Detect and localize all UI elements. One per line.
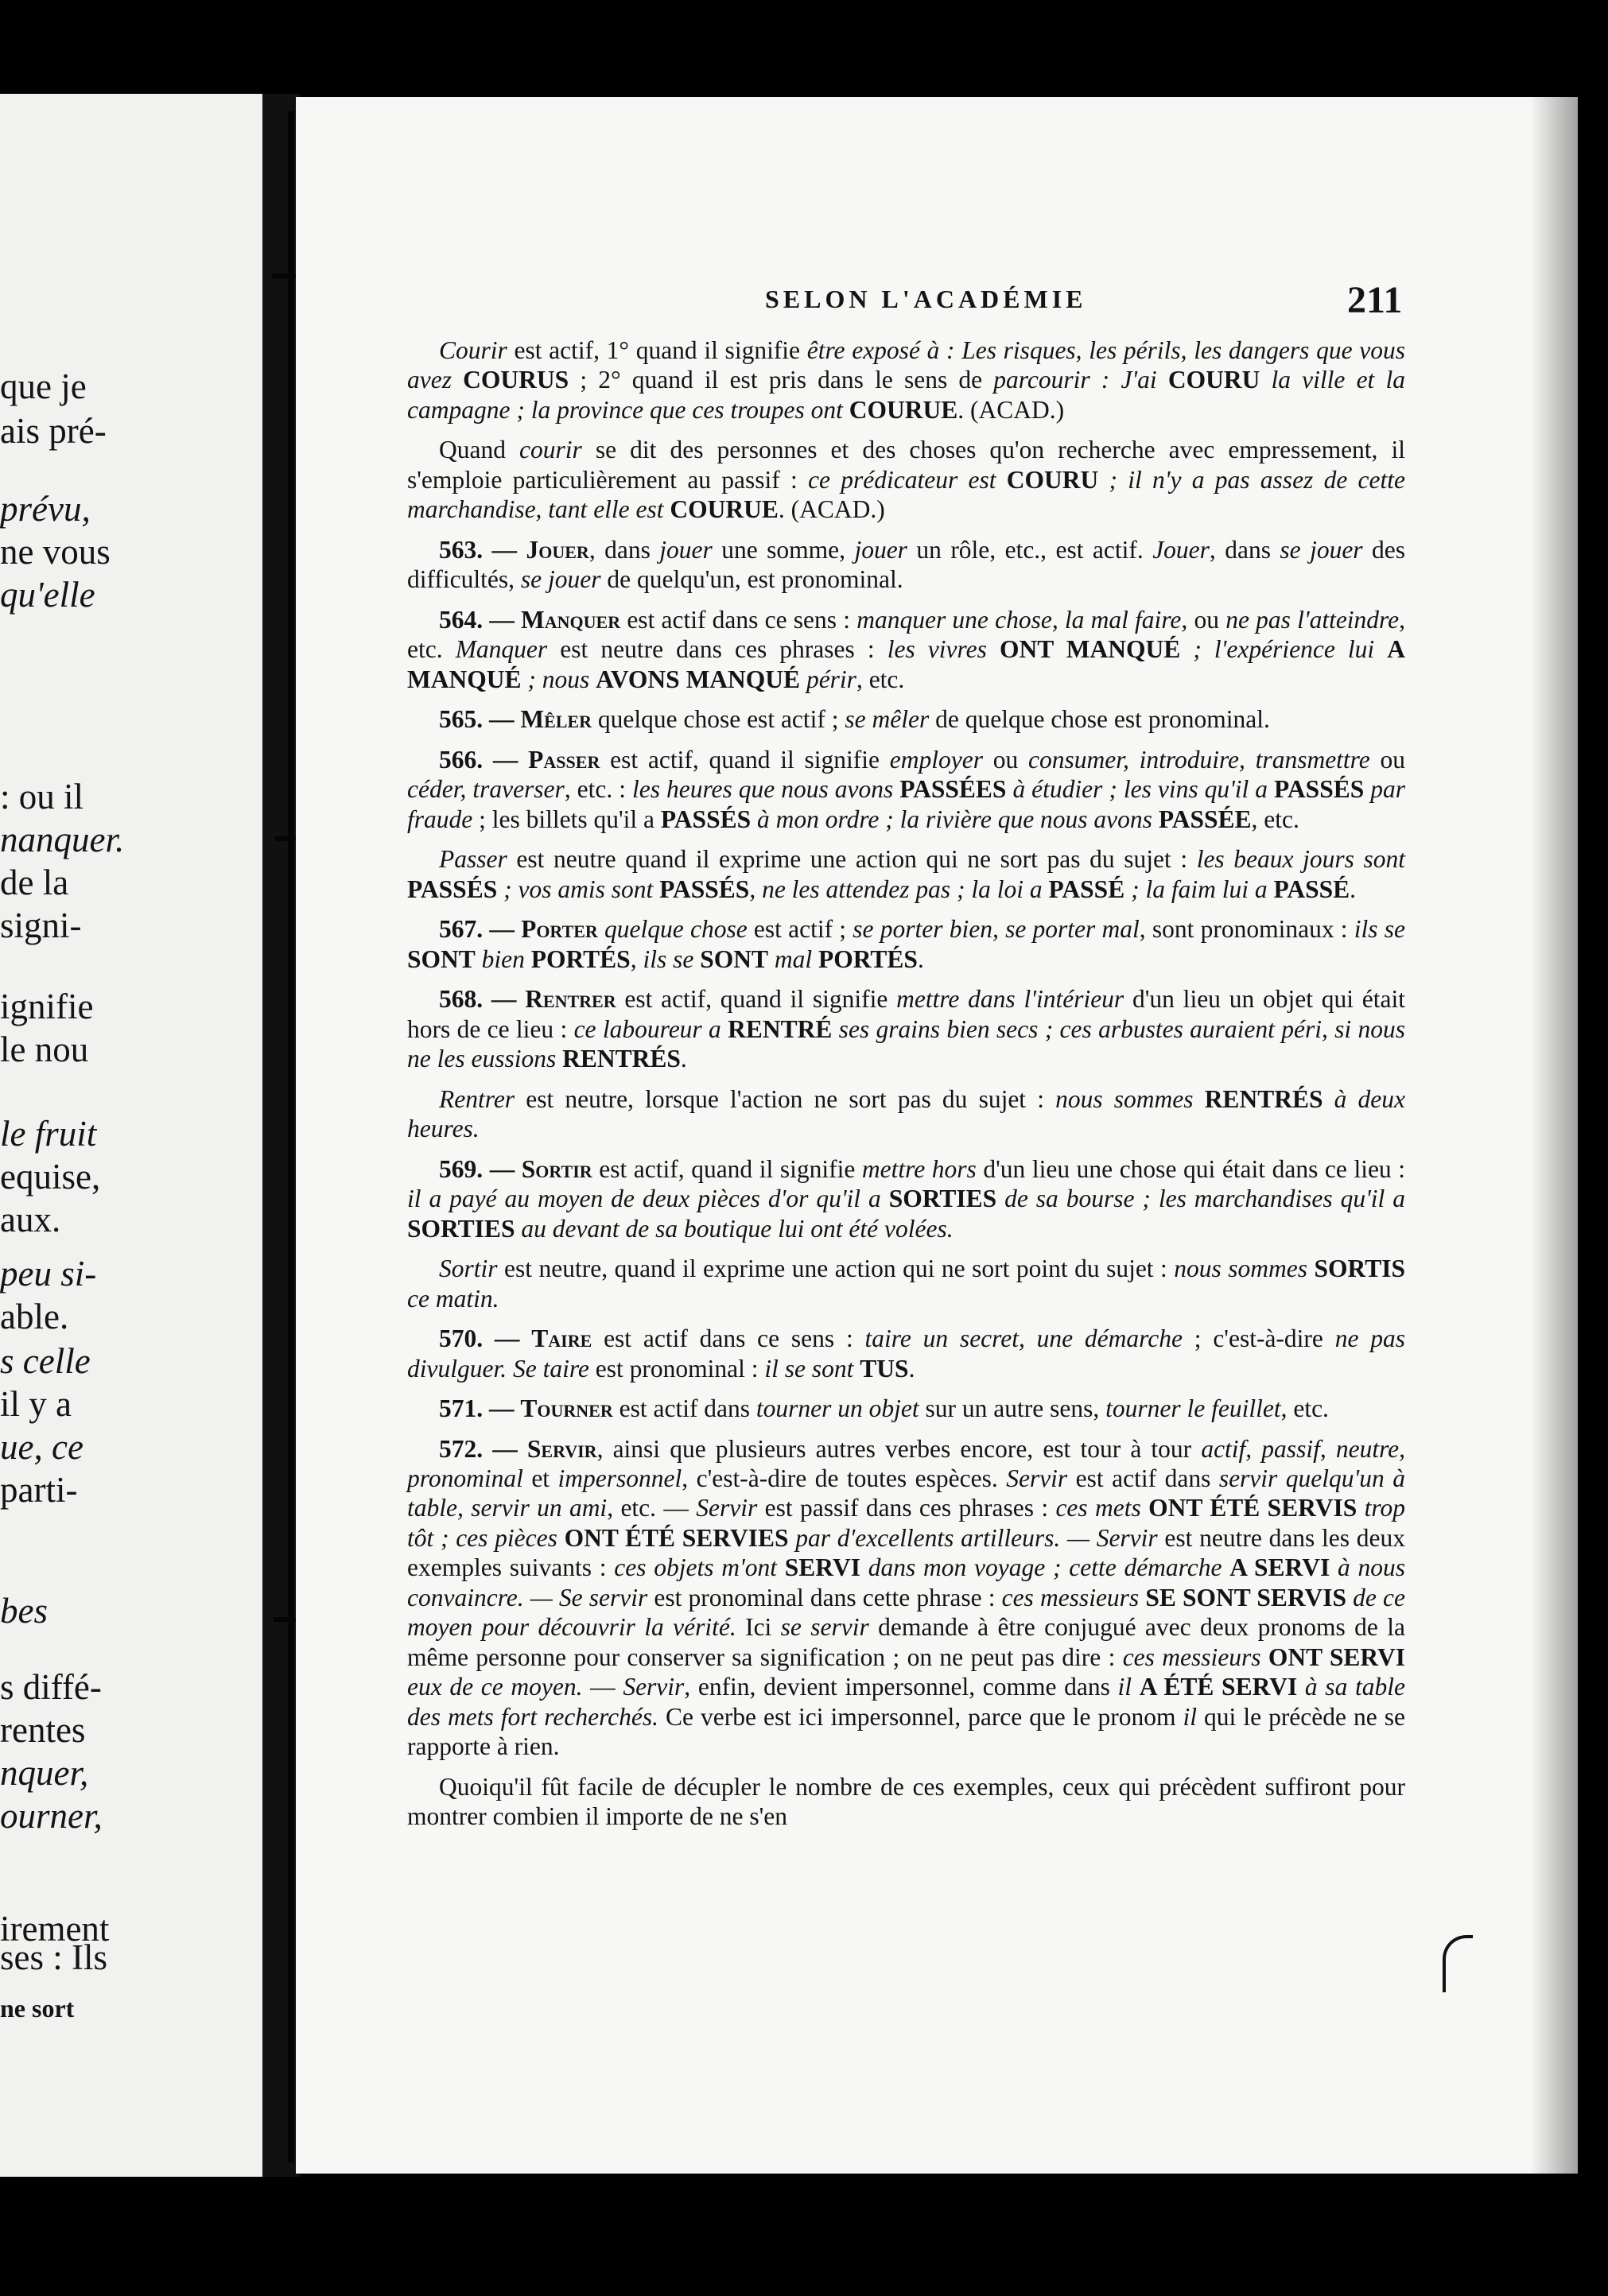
text-run: , dans <box>1209 535 1280 564</box>
text-run: , ainsi que plusieurs autres verbes encore, est tour à tour <box>596 1434 1202 1463</box>
text-run: consumer, introduire, transmettre <box>1028 745 1370 774</box>
paragraph <box>407 844 1405 904</box>
text-run: ou <box>982 745 1028 774</box>
facing-page-line: nanquer. <box>0 820 125 859</box>
page-body <box>407 335 1405 1842</box>
text-run: ; 2° quand il est pris dans le sens de <box>569 366 994 394</box>
text-run: , etc. <box>1251 805 1299 833</box>
text-run: mal <box>768 944 818 973</box>
text-run: Sortir <box>439 1255 498 1283</box>
text-run: tourner un objet <box>755 1394 919 1423</box>
text-run: de sa bourse ; les marchandises qu'il a <box>996 1185 1406 1213</box>
paragraph <box>407 605 1405 694</box>
text-run: — <box>582 1673 623 1701</box>
text-run: A ÉTÉ SERVI <box>1139 1673 1298 1701</box>
text-run: est actif, quand il signifie <box>616 985 897 1014</box>
text-run: de quelqu'un, est pronominal. <box>600 565 903 594</box>
text-run: est passif dans ces phrases : <box>757 1494 1056 1522</box>
binding-line <box>288 111 294 2162</box>
text-run: servir quelqu'un à table, servir un ami <box>407 1464 1405 1522</box>
text-run: RENTRÉ <box>728 1014 833 1043</box>
text-run: RENTRÉS <box>1204 1084 1323 1113</box>
book-page <box>296 97 1578 2174</box>
text-run: PASSÉ <box>1048 875 1125 903</box>
text-run: COURUE <box>670 495 779 524</box>
text-run: mettre hors <box>861 1154 977 1183</box>
text-run: ; les billets qu'il a <box>472 805 661 833</box>
text-run: ; la faim lui a <box>1124 875 1274 903</box>
text-run: Rentrer <box>439 1084 515 1113</box>
facing-page-line: que je <box>0 367 87 406</box>
text-run: , etc. <box>407 605 1406 664</box>
text-run: ce laboureur a <box>573 1014 728 1043</box>
facing-page-line: ne sort <box>0 1994 75 2023</box>
text-run: à mon ordre ; la rivière que nous avons <box>751 805 1159 833</box>
text-run: il <box>1117 1673 1140 1701</box>
paragraph <box>407 1154 1405 1243</box>
text-run: à étudier ; les vins qu'il a <box>1006 775 1275 804</box>
text-run: SORTIES <box>888 1185 997 1213</box>
text-run: . <box>680 1045 687 1073</box>
text-run: SORTIES <box>407 1214 515 1243</box>
text-run: PASSÉS <box>659 875 750 903</box>
text-run: qui le précède ne se rapporte à rien. <box>407 1702 1405 1761</box>
text-run: est neutre quand il exprime une action qui ne sort pas du sujet : <box>507 845 1197 874</box>
text-run: d'un lieu un objet qui était hors de ce lieu : <box>407 985 1405 1043</box>
text-run: Rentrer <box>525 985 616 1014</box>
text-run: mettre dans l'intérieur <box>896 985 1124 1014</box>
text-run: A MANQUÉ <box>407 635 1405 693</box>
text-run: un rôle, etc., est actif. <box>907 535 1153 564</box>
text-run: PASSÉ <box>1273 875 1350 903</box>
text-run: ; vos amis sont <box>497 875 660 903</box>
facing-page-line: rentes <box>0 1710 86 1750</box>
text-run: est actif dans ce sens : <box>592 1324 865 1353</box>
text-run: à deux heures. <box>407 1084 1405 1143</box>
facing-page-line: ignifie <box>0 987 94 1026</box>
text-run: SE SONT SERVIS <box>1145 1583 1347 1611</box>
facing-page-line: ourner, <box>0 1796 103 1836</box>
text-run: quelque chose <box>597 915 748 944</box>
facing-page-line: s diffé- <box>0 1667 102 1707</box>
text-run: COURUS <box>463 366 569 394</box>
text-run: eux de ce moyen. <box>407 1673 583 1701</box>
text-run: de ce moyen pour découvrir la vérité. <box>407 1583 1406 1642</box>
text-run: se servir <box>780 1613 869 1642</box>
text-run: , dans <box>588 535 660 564</box>
text-run: une somme, <box>712 535 855 564</box>
text-run: 572. — <box>439 1434 527 1463</box>
text-run: Jouer <box>1152 535 1210 564</box>
text-run: Jouer <box>526 535 589 564</box>
paragraph <box>407 1772 1405 1832</box>
text-run: COURU <box>1167 366 1260 394</box>
text-run: PASSÉS <box>660 805 752 833</box>
text-run: Sortir <box>521 1154 592 1183</box>
text-run: céder, traverser <box>407 775 565 804</box>
text-run: Porter <box>521 915 598 944</box>
paragraph <box>407 745 1405 834</box>
text-run: est neutre dans les deux exemples suivants : <box>407 1523 1405 1582</box>
page-number: 211 <box>1347 279 1403 321</box>
text-run: ne pas l'atteindre <box>1225 605 1400 634</box>
paragraph <box>407 535 1405 595</box>
text-run: ses grains bien secs ; ces arbustes auraient péri, si nous ne les eussions <box>407 1014 1406 1073</box>
text-run: ; nous <box>521 665 596 693</box>
text-run: . <box>908 1354 915 1383</box>
text-run: COURUE <box>849 395 958 424</box>
text-run: jouer <box>659 535 713 564</box>
text-run: 569. — <box>439 1154 522 1183</box>
facing-page-line: ue, ce <box>0 1427 84 1467</box>
paragraph <box>407 1084 1405 1144</box>
text-run: se dit des personnes et des choses qu'on recherche avec empressement, il s'emploie particulièrement au passif : <box>407 436 1405 494</box>
text-run: il <box>1183 1702 1198 1731</box>
text-run: , ne les attendez pas ; la loi a <box>749 875 1049 903</box>
text-run: les heures que nous avons <box>632 775 900 804</box>
facing-page-line: prévu, <box>0 489 91 529</box>
text-run: , c'est-à-dire de toutes espèces. <box>682 1464 1007 1492</box>
text-run: PASSÉS <box>407 875 498 903</box>
text-run: ONT SERVI <box>1268 1642 1406 1671</box>
text-run: se porter bien, se porter mal <box>853 915 1140 944</box>
text-run: est actif, quand il signifie <box>600 745 890 774</box>
paragraph <box>407 914 1405 974</box>
text-run: . <box>1350 875 1357 903</box>
facing-page-line: de la <box>0 863 69 902</box>
text-run: se mêler <box>845 705 930 734</box>
text-run: est neutre, quand il exprime une action qui ne sort point du sujet : <box>497 1255 1175 1283</box>
text-run: ; il n'y a pas assez de cette marchandise, tant elle est <box>407 465 1406 524</box>
facing-page-line: s celle <box>0 1341 91 1381</box>
paragraph <box>407 335 1405 425</box>
book-gutter <box>262 94 301 2177</box>
text-run: , etc. — <box>607 1494 697 1522</box>
text-run: ce prédicateur est <box>808 465 1007 494</box>
paragraph <box>407 1434 1405 1762</box>
text-run: ONT MANQUÉ <box>999 635 1181 664</box>
text-run: nous sommes <box>1174 1255 1315 1283</box>
facing-page-fragment <box>0 94 262 2177</box>
text-run: ; l'expérience lui <box>1180 635 1388 664</box>
facing-page-line: parti- <box>0 1470 78 1510</box>
text-run: SERVI <box>784 1553 860 1582</box>
text-run: ONT ÉTÉ SERVIS <box>1148 1494 1357 1522</box>
text-run: Quoiqu'il fût facile de décupler le nombre de ces exemples, ceux qui précèdent suffiront pour montrer combien il importe de ne s'en <box>407 1772 1405 1831</box>
facing-page-line: equise, <box>0 1157 101 1196</box>
text-run: Tourner <box>520 1394 613 1423</box>
text-run: est neutre dans ces phrases : <box>547 635 888 664</box>
text-run: PASSÉES <box>899 775 1007 804</box>
text-run: ces mets <box>1055 1494 1149 1522</box>
facing-page-line: nquer, <box>0 1753 89 1793</box>
text-run: 570. — <box>439 1324 532 1353</box>
text-run: employer <box>889 745 983 774</box>
text-run: et <box>522 1464 558 1492</box>
text-run: ou <box>1369 745 1406 774</box>
text-run: il a payé au moyen de deux pièces d'or qu'il a <box>407 1185 889 1213</box>
text-run: 571. — <box>439 1394 521 1423</box>
text-run: , ils se <box>630 944 701 973</box>
text-run: Servir <box>696 1494 758 1522</box>
text-run: , enfin, devient impersonnel, comme dans <box>684 1673 1118 1701</box>
text-run: tourner le feuillet <box>1105 1394 1281 1423</box>
text-run: , etc. <box>856 665 905 693</box>
text-run: Passer <box>528 745 600 774</box>
text-run: Courir <box>439 336 507 364</box>
facing-page-line: ses : Ils <box>0 1937 107 1977</box>
text-run: des difficultés, <box>407 535 1405 594</box>
text-run: manquer une chose, la mal faire <box>856 605 1182 634</box>
text-run: SONT <box>700 944 768 973</box>
text-run: PASSÉE <box>1158 805 1252 833</box>
text-run: nous sommes <box>1055 1084 1205 1113</box>
facing-page-line: le nou <box>0 1030 89 1069</box>
text-run: TUS <box>860 1354 909 1383</box>
text-run: PORTÉS <box>818 944 918 973</box>
text-run: . <box>917 944 924 973</box>
text-run: se jouer <box>1280 535 1363 564</box>
text-run: ne pas divulguer. Se taire <box>407 1324 1405 1383</box>
text-run: à sa table des mets fort recherchés. <box>407 1673 1405 1731</box>
facing-page-line: : ou il <box>0 777 84 816</box>
text-run: ONT ÉTÉ SERVIES <box>564 1523 789 1552</box>
text-run: ces messieurs <box>1122 1642 1268 1671</box>
text-run: 566. — <box>439 745 529 774</box>
facing-page-line: able. <box>0 1297 69 1336</box>
text-run: est actif dans <box>1067 1464 1219 1492</box>
text-run: est actif dans ce sens : <box>620 605 857 634</box>
text-run: ces objets m'ont <box>614 1553 785 1582</box>
text-run: 565. — <box>439 705 521 734</box>
text-run: A SERVI <box>1229 1553 1330 1582</box>
text-run: parcourir : J'ai <box>993 366 1168 394</box>
text-run: 564. — <box>439 605 522 634</box>
facing-page-line: qu'elle <box>0 575 95 615</box>
text-run: Manquer <box>521 605 621 634</box>
facing-page-line: peu si- <box>0 1254 97 1293</box>
text-run: quelque chose est actif ; <box>592 705 845 734</box>
text-run: est actif, quand il signifie <box>592 1154 862 1183</box>
text-run: dans mon voyage ; cette démarche <box>860 1553 1230 1582</box>
text-run: Passer <box>439 845 507 874</box>
running-head: SELON L'ACADÉMIE <box>765 285 1087 313</box>
text-run: AVONS MANQUÉ <box>596 665 801 693</box>
text-run: les beaux jours sont <box>1196 845 1405 874</box>
text-run: les vivres <box>887 635 1000 664</box>
text-run: trop tôt ; ces pièces <box>407 1494 1406 1552</box>
text-run: , etc. : <box>564 775 632 804</box>
facing-page-line: ne vous <box>0 532 111 572</box>
text-run: ce matin. <box>407 1284 499 1313</box>
text-run: au devant de sa boutique lui ont été volées. <box>515 1214 954 1243</box>
text-run: jouer <box>854 535 907 564</box>
text-run: Quand <box>439 436 520 464</box>
text-run: Taire <box>531 1324 592 1353</box>
text-run: SORTIS <box>1314 1255 1405 1283</box>
text-run: Servir <box>623 1673 685 1701</box>
text-run: se jouer <box>520 565 601 594</box>
text-run: Ce verbe est ici impersonnel, parce que le pronom <box>658 1702 1183 1731</box>
facing-page-line: signi- <box>0 906 82 945</box>
text-run: ; c'est-à-dire <box>1182 1324 1335 1353</box>
text-run: COURU <box>1006 465 1099 494</box>
paragraph <box>407 435 1405 524</box>
text-run: 563. — <box>439 535 526 564</box>
page-edge-shadow <box>1530 97 1578 2174</box>
text-run: il se sont <box>764 1354 860 1383</box>
text-run: bien <box>475 944 531 973</box>
paragraph <box>407 1324 1405 1383</box>
text-run: Ici <box>736 1613 781 1642</box>
page-corner-mark <box>1443 1935 1473 1992</box>
text-run: ils se <box>1354 915 1406 944</box>
facing-page-line: le fruit <box>0 1114 97 1154</box>
facing-page-line: aux. <box>0 1200 61 1239</box>
text-run: impersonnel <box>557 1464 682 1492</box>
text-run: sur un autre sens, <box>919 1394 1106 1423</box>
paragraph <box>407 1394 1405 1423</box>
text-run: la ville et la campagne ; la province que ces troupes ont <box>407 366 1405 424</box>
paragraph <box>407 1254 1405 1313</box>
text-run: , etc. <box>1280 1394 1329 1423</box>
text-run: est pronominal dans cette phrase : <box>647 1583 1002 1611</box>
text-run: être exposé à : Les risques, les périls, les dangers que vous avez <box>407 336 1406 394</box>
text-run: taire un secret, une démarche <box>864 1324 1183 1353</box>
text-run: Servir <box>1006 1464 1068 1492</box>
text-run: RENTRÉS <box>562 1045 681 1073</box>
facing-page-line: bes <box>0 1591 48 1631</box>
facing-page-line: ais pré- <box>0 411 107 451</box>
text-run: PORTÉS <box>530 944 631 973</box>
text-run: est actif dans <box>612 1394 756 1423</box>
text-run: est actif ; <box>747 915 853 944</box>
text-run: 567. — <box>439 915 522 944</box>
text-run: SONT <box>407 944 476 973</box>
text-run: ces messieurs <box>1001 1583 1146 1611</box>
paragraph <box>407 984 1405 1073</box>
text-run: Servir <box>526 1434 597 1463</box>
text-run: , ou <box>1181 605 1226 634</box>
text-run: . (ACAD.) <box>957 395 1065 424</box>
text-run: de quelque chose est pronominal. <box>929 705 1270 734</box>
facing-page-line: irement <box>0 1909 110 1949</box>
facing-page-line: il y a <box>0 1384 72 1424</box>
text-run: périr <box>800 665 856 693</box>
text-run: . (ACAD.) <box>778 495 885 524</box>
text-run: à nous convaincre. — Se servir <box>407 1553 1406 1611</box>
text-run: 568. — <box>439 985 526 1014</box>
text-run: par d'excellents artilleurs. — Servir <box>788 1523 1158 1552</box>
text-run: est neutre, lorsque l'action ne sort pas du sujet : <box>515 1084 1056 1113</box>
text-run: , sont pronominaux : <box>1139 915 1354 944</box>
text-run: Manquer <box>455 635 548 664</box>
text-run: courir <box>519 436 582 464</box>
text-run: actif, passif, neutre, pronominal <box>407 1434 1406 1492</box>
text-run: par fraude <box>407 775 1405 833</box>
paragraph <box>407 704 1405 734</box>
text-run: d'un lieu une chose qui était dans ce lieu : <box>976 1154 1406 1183</box>
text-run: est pronominal : <box>588 1354 765 1383</box>
text-run: est actif, 1° quand il signifie <box>507 336 807 364</box>
text-run: PASSÉS <box>1274 775 1365 804</box>
text-run: demande à être conjugué avec deux pronoms de la même personne pour conserver sa signification ; on ne peut pas dire : <box>407 1613 1406 1671</box>
text-run: Mêler <box>520 705 592 734</box>
